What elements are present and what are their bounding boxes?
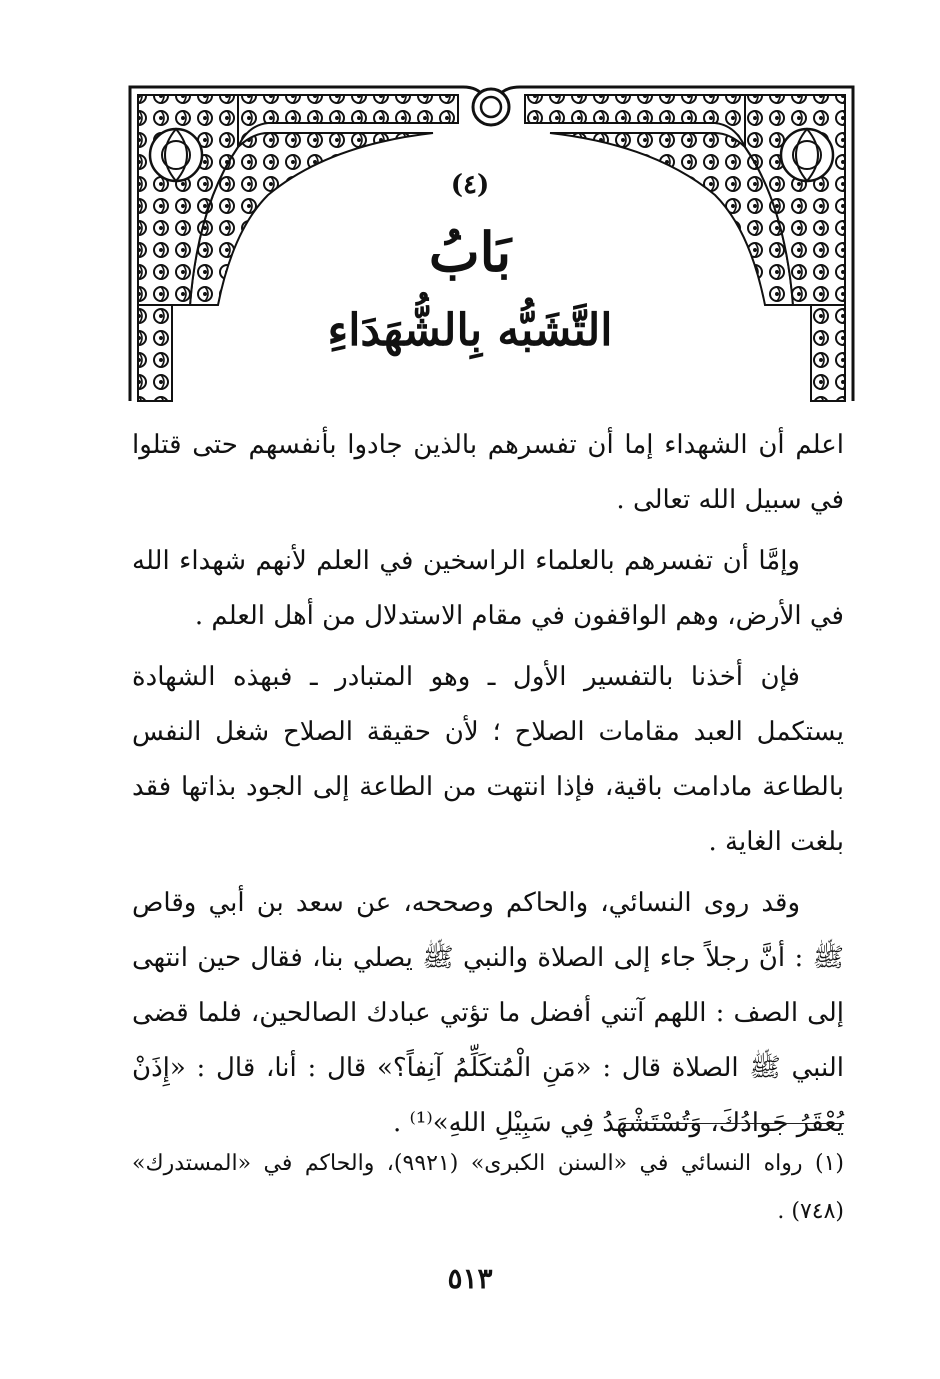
chapter-title: التَّشَبُّه بِالشُّهَدَاءِ [327, 305, 613, 356]
footnote-divider [622, 1123, 844, 1124]
paragraph: فإن أخذنا بالتفسير الأول ـ وهو المتبادر ـ فبهذه الشهادة يستكمل العبد مقامات الصلاح ؛ لأن حقيقة الصلاح شغل النفس بالطاعة مادامت باقية، فإذا انتهت من الطاعة إلى الجود بذاتها فقد بلغت الغاية . [132, 662, 844, 857]
footnote: (١) رواه النسائي في «السنن الكبرى» (٩٩٢١)، والحاكم في «المستدرك» (٧٤٨) . [132, 1151, 844, 1224]
chapter-number: (٤) [450, 170, 490, 200]
paragraph: اعلم أن الشهداء إما أن تفسرهم بالذين جادوا بأنفسهم حتى قتلوا في سبيل الله تعالى . [132, 430, 844, 515]
main-text [132, 418, 844, 1157]
paragraph: وإمَّا أن تفسرهم بالعلماء الراسخين في العلم لأنهم شهداء الله في الأرض، وهم الواقفون في مقام الاستدلال من أهل العلم . [132, 546, 844, 631]
paragraph: وقد روى النسائي، والحاكم وصححه، عن سعد بن أبي وقاص ﷺ : أنَّ رجلاً جاء إلى الصلاة والنبي ﷺ يصلي بنا، فقال حين انتهى إلى الصف : اللهم آتني أفضل ما تؤتي عبادك الصالحين، فلما قضى النبي ﷺ الصلاة قال : «مَنِ الْمُتكَلِّمُ آنِفاً؟» قال : أنا، قال : «إِذَنْ يُعْقَرُ جَوادُكَ، وَتُسْتَشْهَدُ فِي سَبِيْلِ اللهِ»⁽¹⁾ . [132, 888, 844, 1138]
chapter-heading: بَابُ [428, 220, 512, 284]
page-number: ٥١٣ [447, 1262, 493, 1295]
